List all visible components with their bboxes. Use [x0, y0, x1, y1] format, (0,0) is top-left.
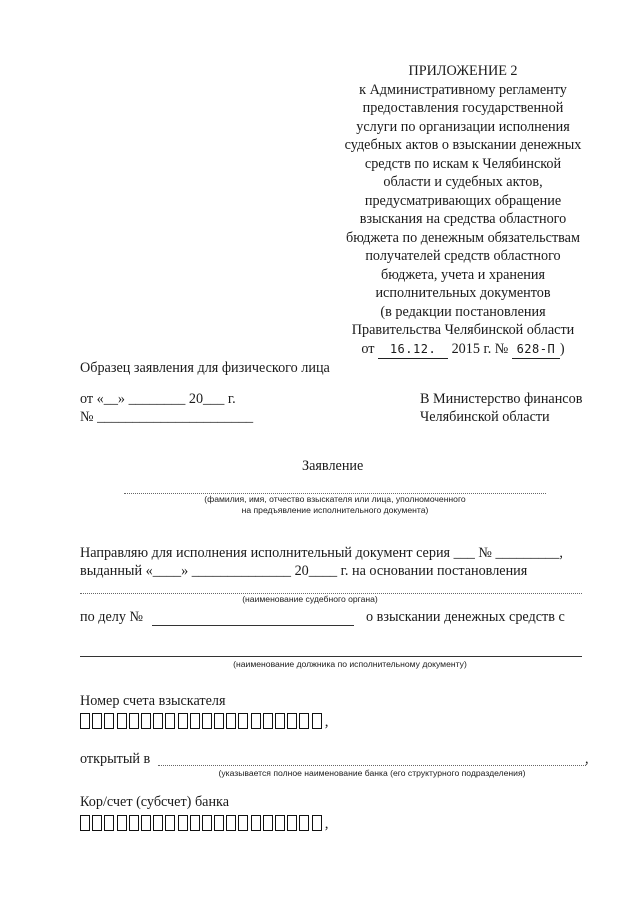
appendix-line: получателей средств областного: [365, 248, 561, 264]
direct-line[interactable]: Направляю для исполнения исполнительный документ серия ___ № _________,: [80, 545, 563, 561]
appendix-date-line: [318, 340, 608, 360]
digit-box[interactable]: [251, 815, 261, 831]
appendix-line: судебных актов о взыскании денежных: [344, 137, 582, 153]
digit-box[interactable]: [80, 815, 90, 831]
application-date-field[interactable]: от «__» ________ 20___ г.: [80, 391, 236, 407]
appendix-header: [318, 62, 608, 359]
date-prefix: от: [361, 340, 375, 357]
debtor-hint: (наименование должника по исполнительному документу): [233, 659, 467, 669]
digit-box[interactable]: [299, 815, 309, 831]
bank-name-line[interactable]: [158, 765, 586, 766]
appendix-line: исполнительных документов: [375, 285, 551, 301]
corr-account-boxes[interactable]: [80, 815, 329, 831]
digit-box[interactable]: [263, 713, 273, 729]
appendix-line: Правительства Челябинской области: [351, 322, 575, 338]
number-suffix: ): [559, 340, 565, 357]
digit-box[interactable]: [104, 713, 114, 729]
bank-comma: ,: [585, 751, 589, 767]
digit-box[interactable]: [275, 815, 285, 831]
recipient-line-1: В Министерство финансов: [420, 391, 583, 407]
account-comma: ,: [324, 714, 329, 730]
appendix-line: бюджета по денежным обязательствам: [346, 229, 580, 246]
digit-box[interactable]: [312, 815, 322, 831]
appendix-line: бюджета, учета и хранения: [381, 266, 545, 283]
appendix-line: предоставления государственной: [362, 100, 564, 116]
issued-line[interactable]: выданный «____» ______________ 20____ г. на основании постановления: [80, 563, 528, 579]
digit-box[interactable]: [92, 815, 102, 831]
corr-account-comma: ,: [324, 816, 329, 832]
appendix-line: (в редакции постановления: [380, 303, 546, 320]
digit-box[interactable]: [141, 815, 151, 831]
appendix-line: средств по искам к Челябинской: [364, 155, 562, 172]
account-label: Номер счета взыскателя: [80, 693, 226, 709]
digit-box[interactable]: [214, 815, 224, 831]
digit-box[interactable]: [178, 713, 188, 729]
digit-box[interactable]: [178, 815, 188, 831]
digit-box[interactable]: [263, 815, 273, 831]
regulation-date: 16.12.: [378, 340, 448, 360]
digit-box[interactable]: [117, 815, 127, 831]
digit-box[interactable]: [117, 713, 127, 729]
court-hint: (наименование судебного органа): [242, 594, 378, 604]
sample-title: Образец заявления для физического лица: [80, 360, 330, 376]
digit-box[interactable]: [251, 713, 261, 729]
document-heading: Заявление: [302, 458, 364, 474]
debtor-name-line[interactable]: [80, 656, 582, 657]
digit-box[interactable]: [299, 713, 309, 729]
bank-hint: (указывается полное наименование банка (его структурного подразделения): [218, 768, 526, 778]
digit-box[interactable]: [165, 815, 175, 831]
digit-box[interactable]: [238, 713, 248, 729]
digit-box[interactable]: [153, 815, 163, 831]
application-number-field[interactable]: № ______________________: [80, 409, 254, 425]
applicant-hint-2: на предъявление исполнительного документа): [241, 505, 429, 515]
appendix-line: области и судебных актов,: [383, 174, 543, 190]
digit-box[interactable]: [275, 713, 285, 729]
digit-box[interactable]: [104, 815, 114, 831]
digit-box[interactable]: [141, 713, 151, 729]
case-number-line[interactable]: [152, 625, 354, 626]
recipient-line-2: Челябинской области: [420, 409, 550, 425]
appendix-line: к Административному регламенту: [359, 81, 567, 98]
digit-box[interactable]: [202, 815, 212, 831]
digit-box[interactable]: [129, 815, 139, 831]
digit-box[interactable]: [238, 815, 248, 831]
appendix-line: взыскания на средства областного: [359, 211, 567, 227]
digit-box[interactable]: [226, 815, 236, 831]
digit-box[interactable]: [214, 713, 224, 729]
case-prefix: по делу №: [80, 609, 144, 625]
regulation-number: 628-П: [512, 340, 560, 360]
digit-box[interactable]: [92, 713, 102, 729]
digit-box[interactable]: [287, 713, 297, 729]
digit-box[interactable]: [190, 815, 200, 831]
applicant-hint-1: (фамилия, имя, отчество взыскателя или лица, уполномоченного: [204, 494, 466, 504]
appendix-line: ПРИЛОЖЕНИЕ 2: [408, 63, 518, 79]
appendix-line: услуги по организации исполнения: [356, 118, 570, 135]
account-number-boxes[interactable]: [80, 713, 329, 729]
year-text: 2015 г. №: [451, 340, 509, 357]
digit-box[interactable]: [80, 713, 90, 729]
digit-box[interactable]: [287, 815, 297, 831]
digit-box[interactable]: [202, 713, 212, 729]
digit-box[interactable]: [129, 713, 139, 729]
digit-box[interactable]: [312, 713, 322, 729]
corr-account-label: Кор/счет (субсчет) банка: [80, 794, 230, 810]
digit-box[interactable]: [165, 713, 175, 729]
appendix-line: предусматривающих обращение: [364, 192, 562, 209]
opened-label: открытый в: [80, 751, 151, 767]
digit-box[interactable]: [153, 713, 163, 729]
digit-box[interactable]: [190, 713, 200, 729]
case-suffix: о взыскании денежных средств с: [366, 609, 565, 625]
digit-box[interactable]: [226, 713, 236, 729]
